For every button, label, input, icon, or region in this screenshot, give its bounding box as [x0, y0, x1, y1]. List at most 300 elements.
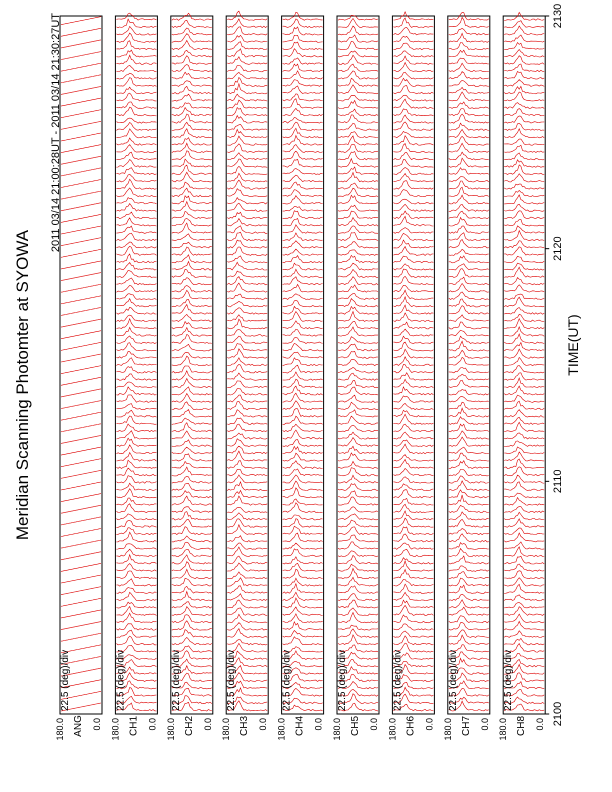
scale-label: 22.5 (deg)/div [447, 649, 459, 711]
trace-line [338, 101, 378, 109]
trace-line [338, 123, 378, 130]
trace-line [504, 80, 544, 87]
trace-line [116, 624, 156, 631]
trace-line [449, 357, 489, 365]
trace-line [61, 331, 101, 339]
trace-line [116, 498, 156, 505]
y-tick-label: 180.0 [276, 718, 287, 741]
x-axis-label: TIME(UT) [565, 314, 581, 376]
trace-line [338, 233, 378, 241]
trace-line [449, 292, 489, 300]
trace-line [504, 386, 544, 395]
trace-line [504, 373, 544, 381]
trace-line [227, 144, 267, 153]
trace-line [449, 476, 489, 483]
trace-line [61, 40, 101, 48]
trace-line [283, 118, 323, 124]
trace-line [172, 477, 212, 484]
trace-line [172, 196, 212, 204]
trace-line [449, 578, 489, 586]
trace-line [504, 512, 544, 520]
trace-line [116, 263, 156, 271]
trace-line [172, 507, 212, 513]
trace-line [393, 477, 433, 483]
trace-line [283, 35, 323, 42]
trace-line [449, 490, 489, 498]
trace-line [338, 250, 378, 256]
y-tick-label: 180.0 [498, 718, 509, 741]
trace-line [172, 431, 212, 439]
trace-line [393, 27, 433, 35]
trace-line [172, 286, 212, 293]
trace-line [504, 614, 544, 623]
trace-line [172, 461, 212, 468]
trace-line [449, 630, 489, 638]
trace-line [61, 28, 101, 36]
trace-line [172, 418, 212, 424]
trace-line [172, 447, 212, 454]
trace-line [283, 321, 323, 329]
trace-line [449, 299, 489, 307]
trace-line [172, 262, 212, 271]
trace-line [172, 56, 212, 65]
trace-line [393, 181, 433, 189]
trace-line [504, 631, 544, 638]
panel-ch7 [443, 12, 490, 740]
y-tick-label: 0.0 [258, 718, 269, 731]
trace-line [283, 475, 323, 483]
trace-line [61, 505, 101, 513]
trace-line [504, 578, 544, 586]
trace-line [449, 256, 489, 263]
trace-line [227, 219, 267, 226]
trace-line [283, 145, 323, 153]
trace-line [61, 98, 101, 106]
trace-line [393, 313, 433, 322]
panel-name-label: CH5 [350, 715, 361, 737]
trace-line [393, 432, 433, 439]
trace-line [172, 86, 212, 93]
trace-line [393, 440, 433, 447]
trace-line [338, 299, 378, 307]
trace-line [116, 50, 156, 57]
trace-line [449, 80, 489, 86]
trace-line [504, 571, 544, 579]
trace-line [393, 56, 433, 64]
trace-group [393, 12, 433, 711]
trace-line [61, 540, 101, 548]
trace-line [116, 271, 156, 278]
trace-line [393, 631, 433, 637]
trace-line [283, 175, 323, 182]
trace-line [338, 491, 378, 498]
trace-line [283, 557, 323, 564]
trace-line [338, 381, 378, 388]
trace-line [449, 566, 489, 572]
trace-line [61, 284, 101, 292]
panel-ch1 [110, 13, 157, 740]
trace-line [504, 395, 544, 402]
scale-label: 22.5 (deg)/div [503, 649, 515, 711]
trace-line [449, 350, 489, 358]
trace-line [172, 314, 212, 321]
trace-line [61, 319, 101, 327]
trace-line [504, 174, 544, 182]
trace-line [227, 124, 267, 130]
trace-line [227, 513, 267, 520]
trace-line [61, 377, 101, 385]
trace-line [61, 156, 101, 164]
trace-line [504, 467, 544, 476]
trace-line [116, 145, 156, 153]
trace-line [116, 188, 156, 197]
trace-line [393, 379, 433, 387]
time-range-subtitle: 2011 03/14 21:00:28UT - 2011 03/14 21:30:27UT [50, 13, 62, 253]
trace-line [227, 482, 267, 491]
trace-line [116, 395, 156, 403]
trace-line [116, 138, 156, 145]
trace-line [338, 167, 378, 175]
trace-line [393, 403, 433, 409]
trace-line [227, 572, 267, 579]
trace-line [116, 65, 156, 71]
trace-line [504, 64, 544, 72]
trace-line [504, 603, 544, 608]
trace-line [338, 351, 378, 358]
trace-line [504, 507, 544, 513]
trace-line [227, 100, 267, 108]
trace-line [338, 35, 378, 42]
trace-line [504, 86, 544, 93]
trace-line [227, 358, 267, 366]
trace-line [504, 184, 544, 189]
trace-line [449, 226, 489, 233]
trace-line [393, 240, 433, 248]
panel-name-label: CH7 [460, 715, 472, 737]
trace-line [393, 357, 433, 366]
trace-line [393, 109, 433, 116]
trace-line [504, 308, 544, 315]
trace-line [283, 631, 323, 638]
trace-line [449, 519, 489, 527]
trace-line [449, 529, 489, 535]
trace-line [61, 459, 101, 467]
trace-line [116, 299, 156, 307]
trace-line [116, 160, 156, 168]
trace-line [338, 255, 378, 262]
trace-line [172, 520, 212, 528]
trace-line [61, 389, 101, 397]
trace-line [172, 402, 212, 410]
trace-line [283, 607, 323, 615]
trace-line [172, 50, 212, 57]
trace-line [338, 514, 378, 520]
trace-line [338, 277, 378, 285]
trace-line [338, 294, 378, 300]
trace-line [393, 592, 433, 600]
trace-line [283, 196, 323, 204]
trace-line [338, 475, 378, 483]
trace-line [283, 416, 323, 424]
trace-line [227, 129, 267, 137]
trace-line [393, 290, 433, 299]
trace-line [172, 218, 212, 226]
trace-line [61, 342, 101, 350]
trace-line [227, 294, 267, 299]
trace-line [116, 343, 156, 351]
trace-line [393, 600, 433, 607]
trace-line [338, 327, 378, 336]
trace-line [283, 519, 323, 528]
trace-line [449, 177, 489, 182]
trace-line [338, 497, 378, 505]
trace-line [504, 256, 544, 262]
trace-line [393, 136, 433, 146]
trace-line [227, 507, 267, 512]
panel-ch2 [166, 13, 213, 740]
trace-line [116, 460, 156, 468]
trace-line [283, 329, 323, 336]
trace-line [283, 219, 323, 226]
trace-line [227, 578, 267, 586]
trace-line [116, 564, 156, 572]
trace-line [172, 607, 212, 616]
trace-line [116, 204, 156, 212]
trace-line [338, 535, 378, 542]
trace-line [393, 276, 433, 284]
trace-line [504, 263, 544, 270]
trace-line [61, 529, 101, 537]
trace-line [172, 322, 212, 329]
trace-line [504, 241, 544, 248]
trace-line [504, 493, 544, 498]
y-tick-label: 180.0 [332, 718, 342, 741]
trace-line [61, 552, 101, 560]
trace-line [116, 410, 156, 417]
trace-line [172, 512, 212, 520]
trace-line [116, 285, 156, 292]
trace-line [116, 571, 156, 579]
trace-line [504, 145, 544, 152]
trace-group [338, 15, 378, 711]
trace-line [393, 174, 433, 182]
trace-line [227, 315, 267, 322]
trace-line [116, 607, 156, 616]
trace-line [338, 263, 378, 270]
trace-line [116, 358, 156, 366]
trace-line [283, 71, 323, 79]
trace-line [116, 218, 156, 226]
trace-line [393, 549, 433, 556]
trace-line [449, 63, 489, 71]
trace-line [116, 387, 156, 395]
trace-line [504, 124, 544, 131]
trace-line [227, 433, 267, 439]
trace-line [172, 440, 212, 447]
trace-line [338, 144, 378, 152]
trace-line [227, 277, 267, 285]
trace-line [283, 169, 323, 175]
trace-line [338, 188, 378, 196]
trace-line [227, 116, 267, 123]
trace-line [283, 592, 323, 600]
trace-line [172, 188, 212, 197]
trace-line [393, 504, 433, 512]
trace-line [393, 211, 433, 219]
trace-line [61, 63, 101, 71]
trace-line [172, 20, 212, 27]
trace-line [449, 240, 489, 249]
y-tick-label: 180.0 [165, 718, 176, 741]
panel-name-label: CH1 [128, 715, 140, 737]
trace-line [449, 607, 489, 615]
trace-line [338, 321, 378, 328]
trace-line [449, 469, 489, 476]
trace-line [338, 373, 378, 380]
trace-line [61, 17, 101, 25]
trace-line [283, 352, 323, 358]
trace-line [283, 263, 323, 270]
trace-line [116, 87, 156, 94]
trace-line [504, 129, 544, 138]
trace-line [61, 412, 101, 420]
trace-line [61, 86, 101, 94]
trace-line [227, 381, 267, 388]
trace-line [172, 72, 212, 79]
trace-line [61, 447, 101, 455]
trace-line [227, 240, 267, 248]
trace-line [61, 203, 101, 211]
trace-line [172, 491, 212, 498]
trace-line [227, 594, 267, 601]
trace-line [172, 637, 212, 644]
trace-line [227, 198, 267, 204]
trace-line [172, 278, 212, 285]
trace-line [449, 512, 489, 520]
trace-line [338, 173, 378, 183]
trace-line [338, 367, 378, 373]
trace-line [449, 380, 489, 387]
trace-line [116, 118, 156, 123]
panel-ch5 [332, 15, 379, 740]
y-tick-label: 0.0 [92, 718, 102, 731]
trace-line [227, 475, 267, 483]
trace-line [227, 439, 267, 447]
panel-ang [55, 16, 102, 741]
trace-line [227, 446, 267, 454]
trace-line [227, 189, 267, 197]
trace-line [116, 514, 156, 520]
y-tick-label: 180.0 [55, 718, 65, 741]
trace-line [504, 401, 544, 409]
trace-line [227, 35, 267, 42]
trace-line [449, 211, 489, 219]
trace-line [393, 43, 433, 50]
trace-line [61, 145, 101, 153]
trace-line [283, 86, 323, 94]
trace-line [172, 242, 212, 248]
trace-line [172, 536, 212, 542]
scale-label: 22.5 (deg)/div [170, 649, 182, 711]
scale-label: 22.5 (deg)/div [60, 649, 71, 711]
trace-line [504, 226, 544, 233]
trace-line [338, 51, 378, 57]
trace-line [116, 630, 156, 637]
trace-line [227, 461, 267, 469]
trace-line [116, 13, 156, 20]
trace-line [227, 424, 267, 432]
trace-line [172, 621, 212, 630]
trace-line [504, 21, 544, 28]
trace-line [61, 296, 101, 304]
trace-line [504, 50, 544, 58]
trace-line [283, 151, 323, 160]
trace-line [227, 271, 267, 277]
panel-name-label: CH8 [516, 715, 528, 737]
trace-line [393, 160, 433, 168]
trace-line [283, 515, 323, 520]
trace-line [283, 190, 323, 197]
trace-line [283, 300, 323, 307]
trace-line [504, 35, 544, 42]
trace-line [283, 284, 323, 292]
trace-line [283, 94, 323, 101]
trace-line [172, 483, 212, 490]
trace-line [227, 108, 267, 116]
trace-line [172, 151, 212, 160]
trace-line [338, 95, 378, 101]
trace-line [172, 103, 212, 109]
trace-line [283, 424, 323, 431]
trace-line [449, 277, 489, 285]
trace-line [283, 409, 323, 417]
trace-line [227, 608, 267, 616]
trace-line [172, 165, 212, 175]
trace-line [116, 588, 156, 594]
x-tick-label: 2110 [552, 469, 565, 494]
trace-line [338, 211, 378, 219]
trace-line [338, 438, 378, 447]
trace-line [172, 527, 212, 535]
trace-line [227, 556, 267, 564]
trace-line [338, 132, 378, 138]
trace-line [338, 312, 378, 322]
trace-line [283, 499, 323, 505]
trace-line [393, 615, 433, 623]
trace-line [116, 168, 156, 175]
trace-line [338, 527, 378, 535]
trace-line [116, 445, 156, 454]
panel-name-label: CH6 [405, 715, 417, 737]
trace-line [227, 232, 267, 240]
trace-line [449, 218, 489, 227]
y-tick-label: 180.0 [442, 718, 453, 741]
trace-line [227, 42, 267, 50]
trace-line [338, 425, 378, 432]
trace-line [283, 58, 323, 65]
x-tick-label: 2100 [552, 701, 565, 727]
trace-line [393, 329, 433, 336]
trace-line [116, 152, 156, 160]
trace-line [172, 549, 212, 556]
scale-label: 22.5 (deg)/div [392, 649, 404, 711]
trace-line [338, 226, 378, 234]
trace-line [338, 594, 378, 601]
trace-line [338, 453, 378, 461]
trace-line [449, 114, 489, 123]
trace-line [449, 249, 489, 255]
y-tick-label: 0.0 [313, 718, 324, 731]
